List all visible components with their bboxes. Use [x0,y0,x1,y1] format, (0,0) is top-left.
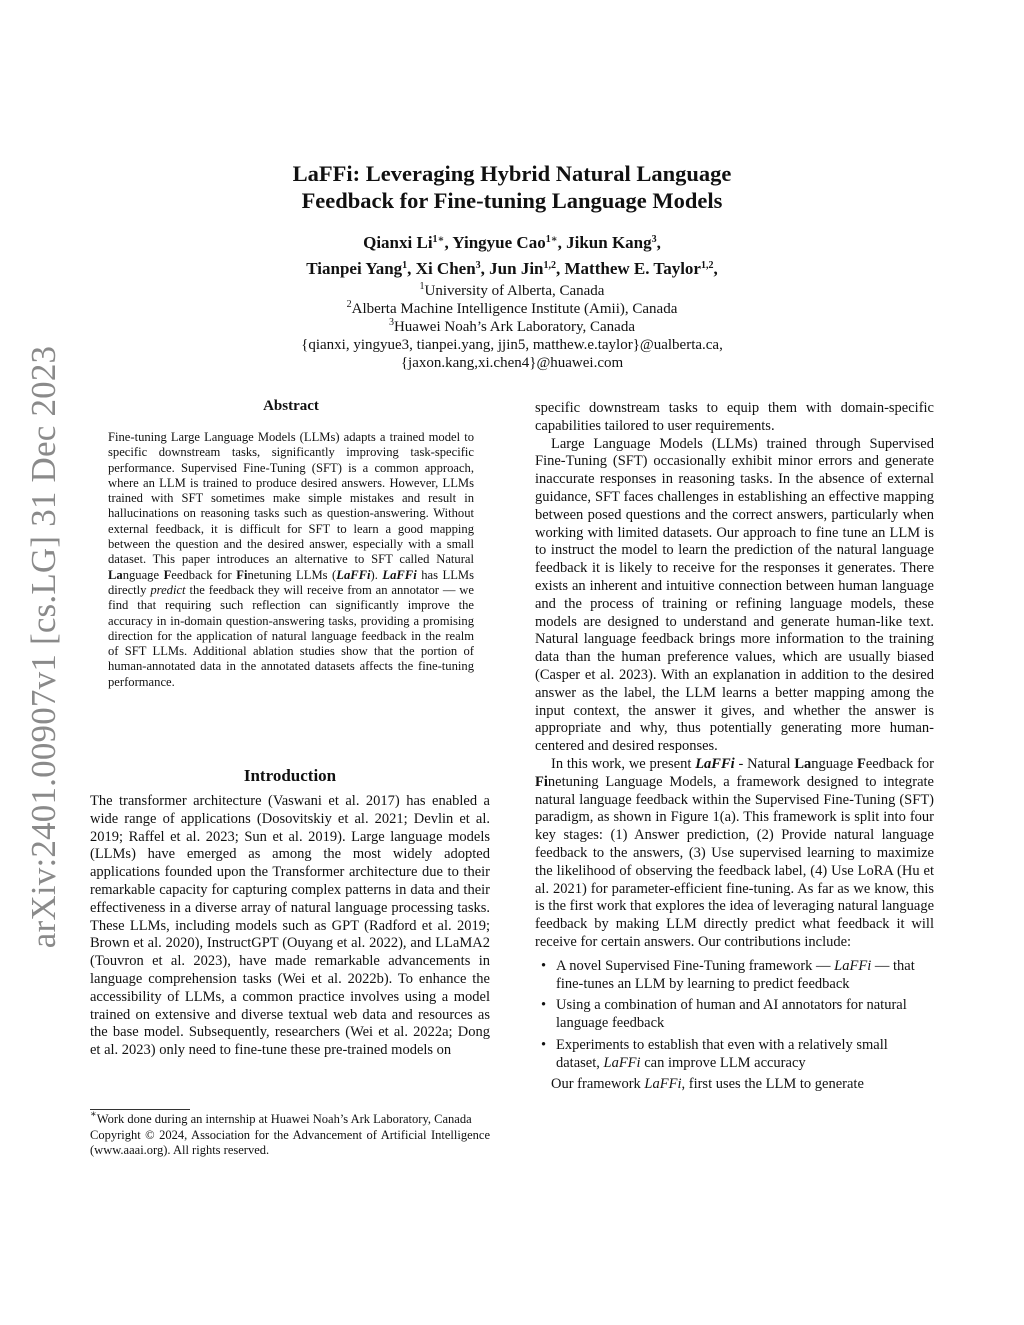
list-item [535,997,934,1033]
laffi-name: LaFFi [336,567,371,582]
abstract-acronym-bold: F [163,567,172,582]
paper-title [0,160,1024,214]
acronym-bold: Fi [535,773,548,790]
laffi-name: LaFFi [644,1076,682,1093]
author-line-2 [0,256,1024,282]
abstract-text: the feedback they will receive from an annotator — we find that requiring such reflection can significantly improve the accuracy in in-domain question-answering tasks, providing a promising direction for the application of natural language feedback in the realm of SFT LLMs. Additional ablation studies show that the portion of human-annotated data in the annotated datasets affects the fine-tuning performance. [108,582,474,689]
paragraph-text: nguage [811,755,857,772]
affiliation-text: Huawei Noah’s Ark Laboratory, Canada [393,319,636,335]
paragraph-text: eedback for [865,755,935,772]
author-separator: , [444,233,453,252]
author-separator: , [480,259,490,278]
author-line-1 [0,230,1024,256]
email-line-1: {qianxi, yingyue3, tianpei.yang, jjin5, matthew.e.taylor}@ualberta.ca, [301,337,723,353]
author-name: Matthew E. Taylor [564,259,701,278]
paragraph-text: netuning Language Models, a framework designed to integrate natural language feedback within the Supervised Fine-Tuning (SFT) paradigm, as shown in Figure 1(a). This framework is split into four key stages: (1) Answer prediction, (2) Provide natural language feedback to the answers, (3) Use supervised learning to maximize the likelihood of observing the feedback label, (4) Use LoRA (Hu et al. 2021) for parameter-efficient fine-tuning. As far as we know, this is the first work that explores the idea of leveraging natural language feedback by making LLM directly predict what feedback it will receive for certain answers. Our contributions include: [535,773,935,950]
affiliations [0,282,1024,372]
paragraph: specific downstream tasks to equip them with domain-specific capabilities tailored to user requirements. [535,400,934,434]
list-item [535,1037,934,1073]
paragraph [535,1076,934,1094]
abstract-text: has LLMs directly [108,567,474,597]
abstract-emphasis: predict [150,582,186,597]
abstract-heading: Abstract [263,398,319,414]
abstract-text: eedback for [171,567,237,582]
laffi-name: LaFFi [695,755,735,772]
abstract-text: ). [370,567,383,582]
acronym-bold: La [794,755,812,772]
footnote [90,1109,490,1159]
affiliation-mark: 2 [346,299,352,310]
author-affil-mark: 1 [402,260,408,271]
author-name: Qianxi Li [363,233,433,252]
email-line-2: {jaxon.kang,xi.chen4}@huawei.com [400,355,624,371]
laffi-name: LaFFi [834,957,872,974]
contributions-list [535,958,934,1073]
author-separator: , [713,259,718,278]
affiliation-text: University of Alberta, Canada [424,283,605,299]
footnote-rule [90,1109,190,1110]
title-line-2: Feedback for Fine-tuning Language Models [301,188,723,213]
footnote-mark: ∗ [90,1109,97,1120]
author-affil-mark: 1∗ [545,234,558,245]
affiliation-mark: 1 [419,281,425,292]
footnote-work [90,1109,490,1128]
list-item-text: Using a combination of human and AI annotators for natural language feedback [556,997,907,1032]
footnote-text: Work done during an internship at Huawei Noah’s Ark Laboratory, Canada [96,1112,472,1126]
paragraph-text: - Natural [734,755,795,772]
paragraph-text: Our framework [551,1076,645,1093]
author-list [0,230,1024,282]
footnote-copyright: Copyright © 2024, Association for the Advancement of Artificial Intelligence (www.aaai.org). All rights reserved. [90,1127,490,1157]
author-name: Jikun Kang [566,233,652,252]
laffi-name: LaFFi [382,567,417,582]
author-affil-mark: 3 [475,260,481,271]
paragraph-text: In this work, we present [551,755,696,772]
affiliation-line [0,282,1024,300]
paragraph: Large Language Models (LLMs) trained through Supervised Fine-Tuning (SFT) occasionally exhibit minor errors and generate inaccurate responses in reasoning tasks. In the absence of external guidance, SFT faces challenges in establishing an effective mapping between posed questions and the correct answers, particularly when working with limited datasets. Our approach to fine tune an LLM is to instruct the model to learn the prediction of the natural language feedback it is likely to receive for the responses it generates. There exists an inherent and intuitive connection between human language and the process of training or refining language models, these models are designed to understand and generate human-like text. Natural language feedback brings more information to the training data than the human preference values, which are usually biased (Casper et al. 2023). With an explanation in addition to the desired answer as the label, the LLM learns a better mapping among the input context, the answer it gives, and whether the answer is appropriate and why, thus potentially generating more human-centered and desired responses. [535,435,934,755]
title-line-1: LaFFi: Leveraging Hybrid Natural Language [292,161,732,186]
affiliation-line [0,318,1024,336]
abstract-body [108,430,474,690]
author-affil-mark: 1,2 [543,260,556,271]
author-name: Jun Jin [489,259,544,278]
affiliation-mark: 3 [388,317,394,328]
bullet: • [541,1036,547,1053]
introduction-body: The transformer architecture (Vaswani et al. 2017) has enabled a wide range of applications (Dosovitskiy et al. 2021; Devlin et al. 2019; Raffel et al. 2023; Sun et al. 2019). Large language models (LLMs) have emerged as among the most widely adopted applications founded upon the Transformer architecture due to their remarkable capacity for capturing complex patterns in data and their effectiveness in a diverse array of natural language processing tasks. These LLMs, including models such as GPT (Radford et al. 2019; Brown et al. 2020), InstructGPT (Ouyang et al. 2022), and LLaMA2 (Touvron et al. 2023), have made remarkable advancements in language comprehension tasks (Wei et al. 2022b). To enhance the accessibility of LLMs, a common practice involves using a model trained on extensive and diverse textual web data and resources as the base model. Subsequently, researchers (Wei et al. 2022a; Dong et al. 2023) only need to fine-tune these pre-trained models on [90,793,490,1059]
abstract-acronym-bold: Fi [236,567,248,582]
laffi-name: LaFFi [603,1054,641,1071]
bullet: • [541,957,547,974]
arxiv-identifier: arXiv:2401.00907v1 [cs.LG] 31 Dec 2023 [24,345,63,949]
affiliation-line [0,300,1024,318]
author-affil-mark: 1∗ [432,234,445,245]
author-name: Tianpei Yang [306,259,403,278]
list-item-text: A novel Supervised Fine-Tuning framework — [556,957,835,974]
paragraph [535,756,934,952]
affiliation-text: Alberta Machine Intelligence Institute (Amii), Canada [351,301,678,317]
right-column [535,400,934,1094]
acronym-bold: F [856,755,866,772]
bullet: • [541,997,547,1014]
abstract-text: Fine-tuning Large Language Models (LLMs) adapts a trained model to specific downstream tasks, significantly improving task-specific performance. Supervised Fine-Tuning (SFT) is a common approach, where an LLM is trained to produce desired answers. However, LLMs trained with SFT sometimes make simple mistakes and result in hallucinations on reasoning tasks such as question-answering. Without external feedback, it is difficult for SFT to learn a good mapping between the question and the desired answer, especially with a small dataset. This paper introduces an alternative to SFT called Natural [108,430,474,567]
author-separator: , [556,259,565,278]
introduction-heading: Introduction [243,766,337,785]
author-name: Xi Chen [415,259,476,278]
abstract-text: nguage [122,567,164,582]
abstract-text: netuning LLMs ( [247,567,337,582]
author-separator: , [656,233,661,252]
list-item [535,958,934,994]
paragraph-text: , first uses the LLM to generate [681,1076,864,1093]
author-affil-mark: 3 [651,234,657,245]
author-separator: , [407,259,416,278]
author-name: Yingyue Cao [452,233,546,252]
list-item-text: can improve LLM accuracy [640,1054,806,1071]
abstract-acronym-bold: La [108,567,123,582]
list-item-text: — that fine-tunes an LLM by learning to predict feedback [556,957,915,992]
author-affil-mark: 1,2 [700,260,714,271]
author-separator: , [557,233,567,252]
list-item-text: Experiments to establish that even with a relatively small dataset, [556,1036,888,1071]
